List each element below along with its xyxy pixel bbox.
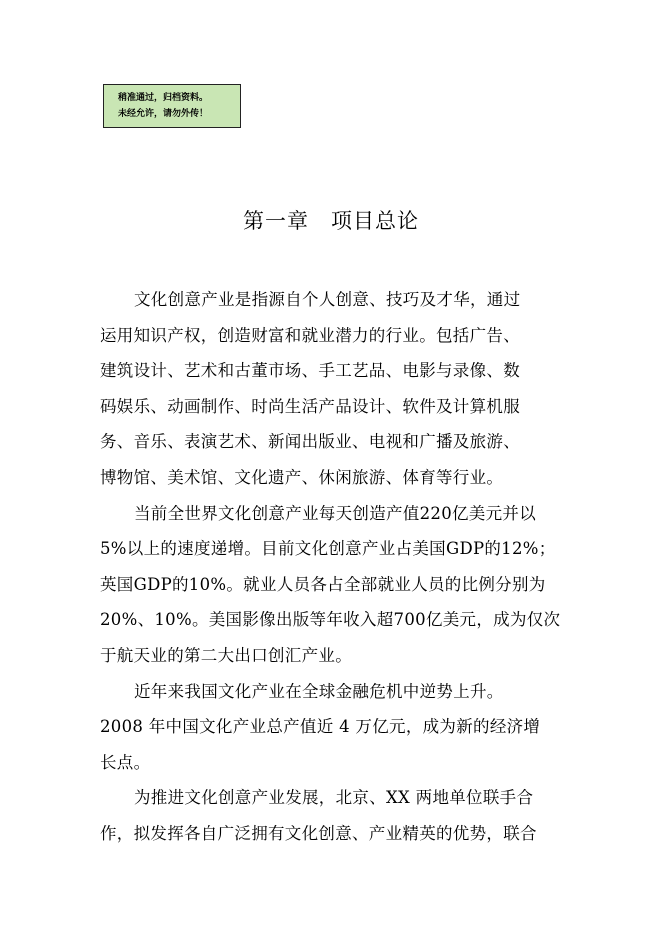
paragraph-line: 20%、10%。美国影像出版等年收入超700亿美元，成为仅次 <box>100 610 561 630</box>
body-text <box>100 282 562 852</box>
paragraph-line: 为推进文化创意产业发展，北京、XX 两地单位联手合 <box>134 788 534 808</box>
paragraph-line: 于航天业的第二大出口创汇产业。 <box>100 645 352 665</box>
paragraph-line: 5%以上的速度递增。目前文化创意产业占美国GDP的12%； <box>100 539 556 559</box>
paragraph-line: 文化创意产业是指源自个人创意、技巧及才华，通过 <box>134 290 521 309</box>
paragraph-line: 作，拟发挥各自广泛拥有文化创意、产业精英的优势，联合 <box>100 823 537 843</box>
paragraph-line: 建筑设计、艺术和古董市场、手工艺品、电影与录像、数 <box>100 361 520 381</box>
paragraph-line: 码娱乐、动画制作、时尚生活产品设计、软件及计算机服 <box>100 396 520 416</box>
paragraph-line: 博物馆、美术馆、文化遗产、休闲旅游、体育等行业。 <box>100 467 504 487</box>
paragraph-line: 当前全世界文化创意产业每天创造产值220亿美元并以 <box>134 503 536 523</box>
notice-line-2: 未经允许，请勿外传！ <box>118 109 209 119</box>
paragraph-line: 近年来我国文化产业在全球金融危机中逆势上升。 <box>134 681 504 701</box>
chapter-title: 第一章 项目总论 <box>243 209 419 233</box>
paragraph-line: 2008 年中国文化产业总产值近 4 万亿元，成为新的经济增 <box>100 717 541 737</box>
paragraph-line: 务、音乐、表演艺术、新闻出版业、电视和广播及旅游、 <box>100 432 520 452</box>
paragraph-line: 英国GDP的10%。就业人员各占全部就业人员的比例分别为 <box>100 574 546 594</box>
paragraph-line: 长点。 <box>100 752 151 772</box>
notice-box <box>103 84 241 128</box>
paragraph-line: 运用知识产权，创造财富和就业潜力的行业。包括广告、 <box>100 325 520 345</box>
notice-line-1: 稍准通过，归档资料。 <box>118 93 209 103</box>
